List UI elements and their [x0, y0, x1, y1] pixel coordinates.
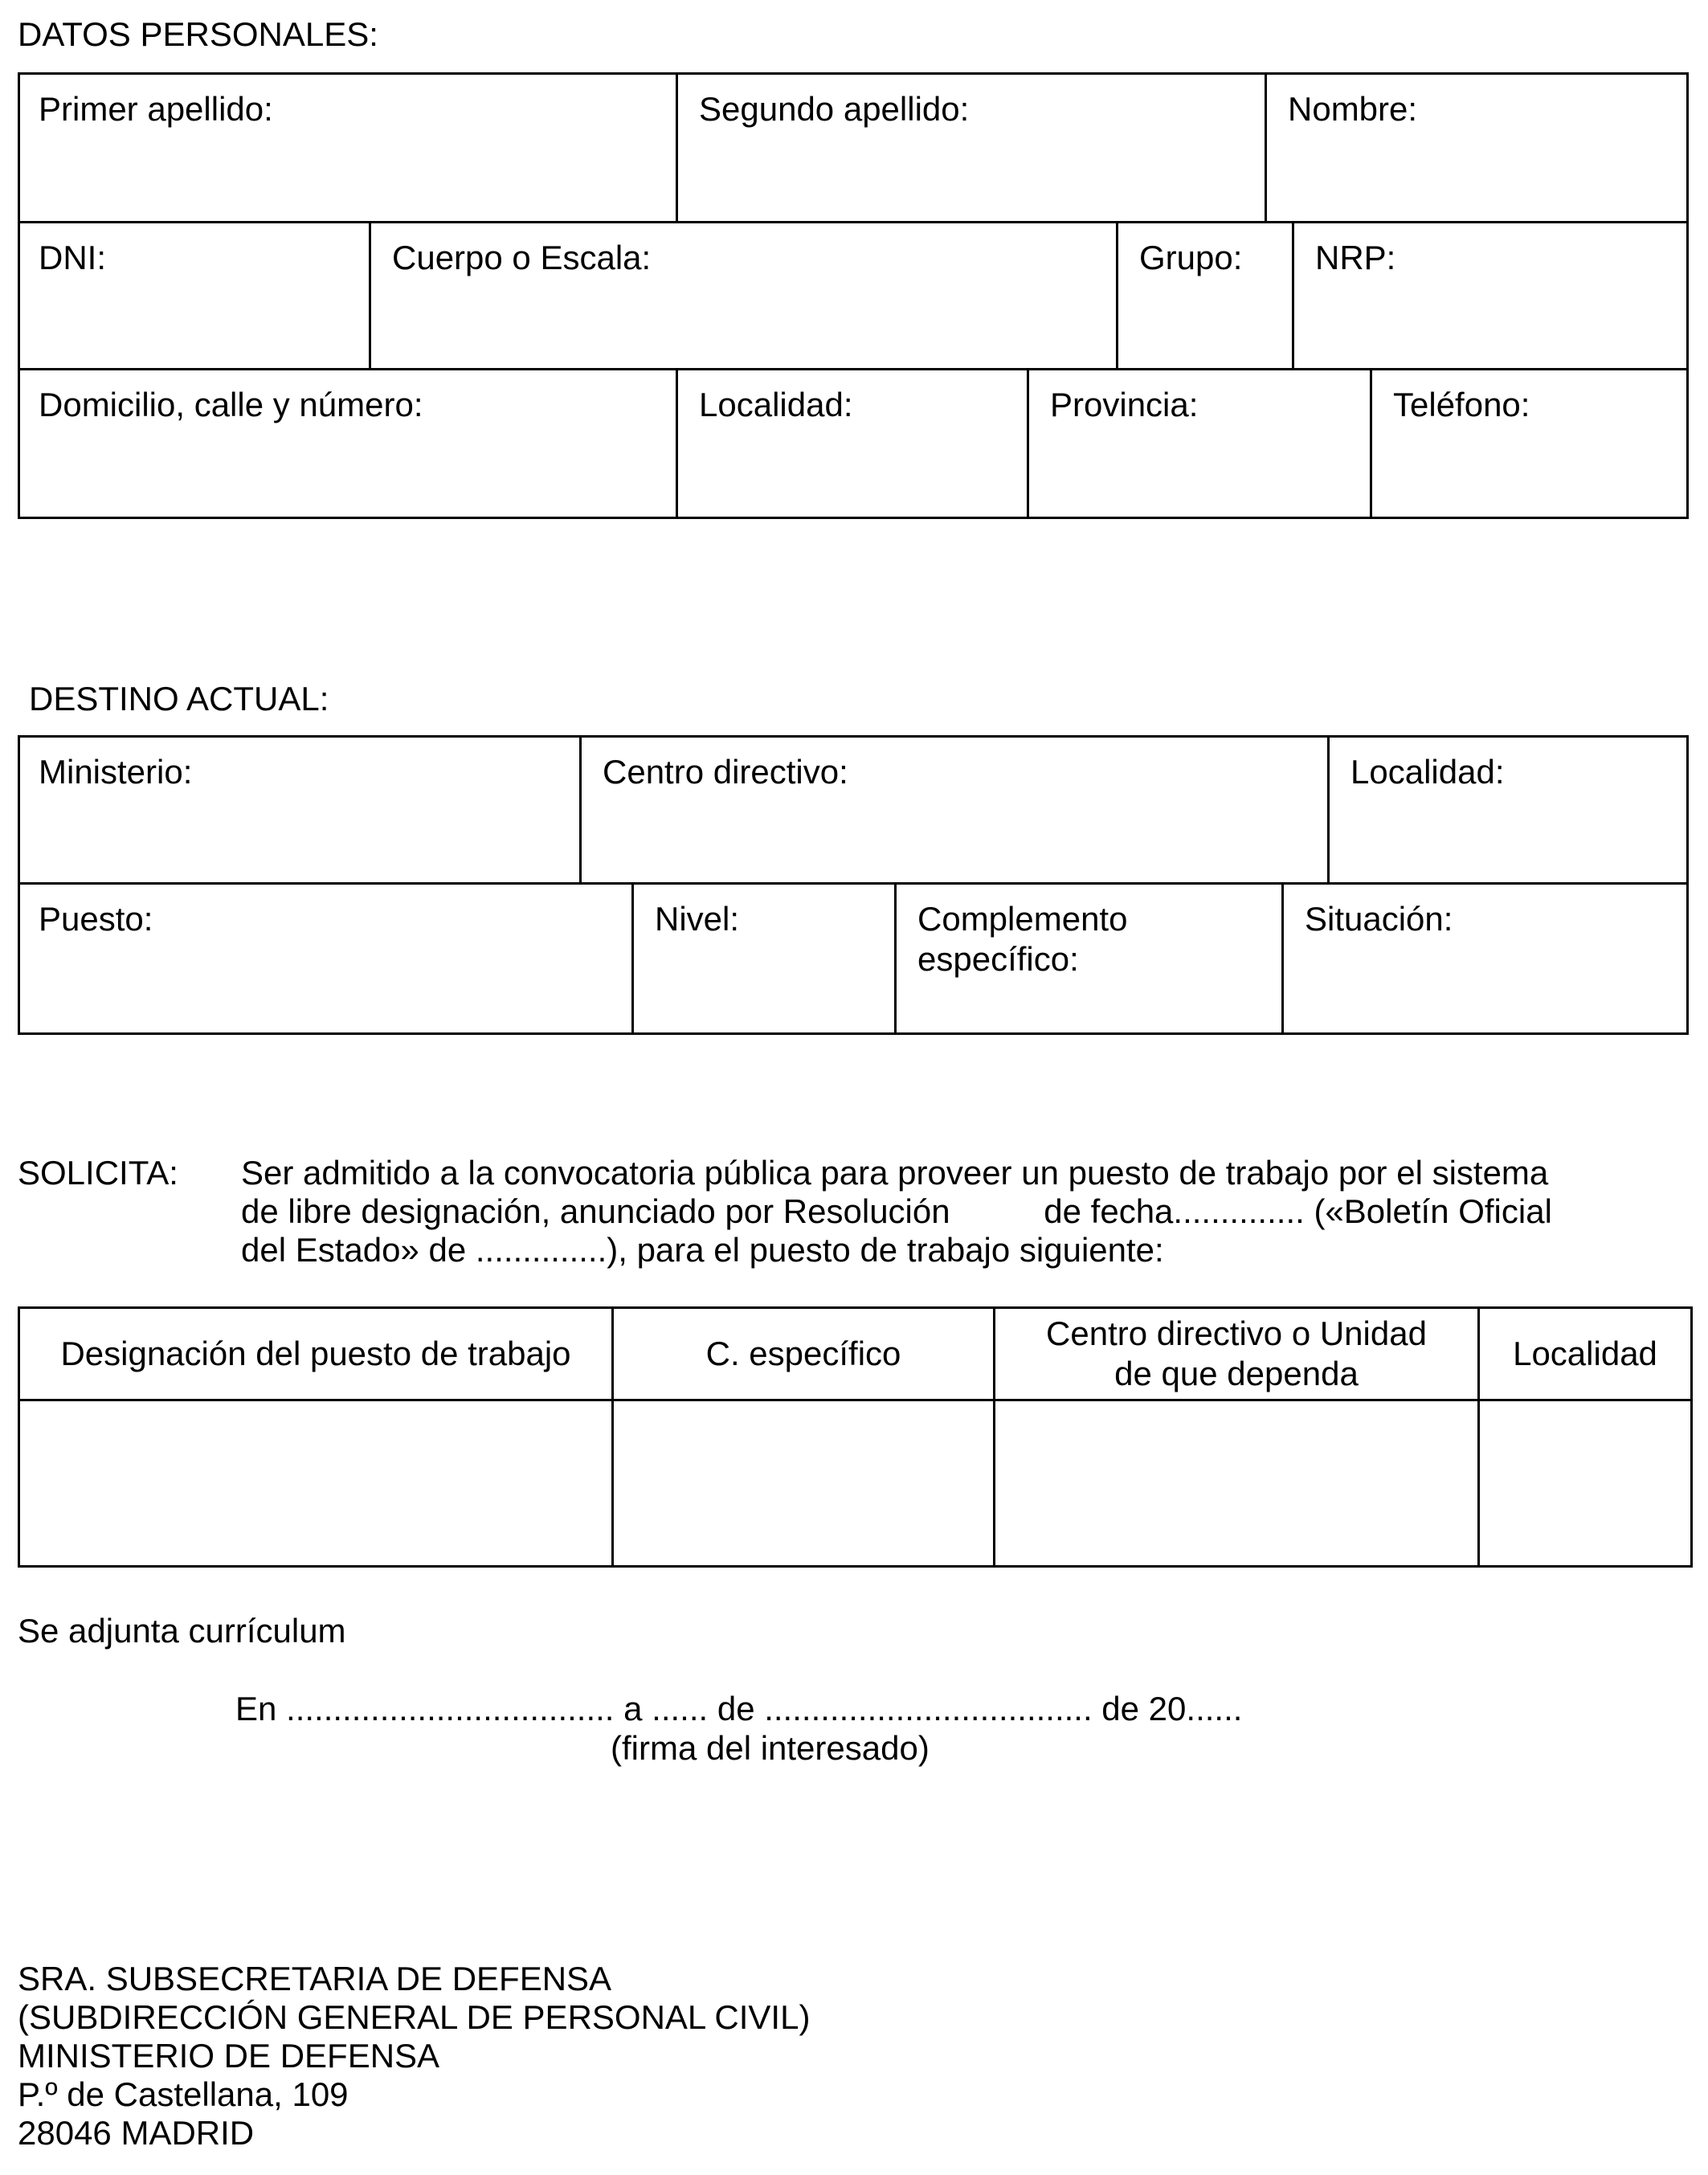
field-localidad-destino[interactable] — [1330, 738, 1689, 882]
field-label: Complemento específico: — [917, 900, 1128, 979]
field-label: Segundo apellido: — [699, 90, 970, 128]
field-label: DNI: — [39, 239, 106, 276]
column-header-c-especifico: C. específico — [613, 1308, 995, 1400]
curriculum-note: Se adjunta currículum — [18, 1612, 346, 1650]
table-cell-centro-directivo[interactable] — [995, 1400, 1479, 1567]
field-telefono[interactable] — [1372, 370, 1689, 517]
table-row — [18, 370, 1689, 517]
field-nivel[interactable] — [634, 885, 897, 1032]
field-label: Grupo: — [1139, 239, 1243, 276]
field-label: Ministerio: — [39, 753, 193, 791]
table-cell-c-especifico[interactable] — [613, 1400, 995, 1567]
address-line: 28046 MADRID — [18, 2114, 255, 2152]
table-header-row — [19, 1308, 1692, 1400]
signature-caption: (firma del interesado) — [611, 1729, 930, 1767]
field-complemento-especifico[interactable] — [897, 885, 1284, 1032]
column-header-localidad: Localidad — [1479, 1308, 1692, 1400]
section-title-destino-actual: DESTINO ACTUAL: — [29, 680, 329, 718]
solicita-text-line: de libre designación, anunciado por Resolución de fecha.............. («Boletín Oficial — [241, 1192, 1552, 1230]
field-label: NRP: — [1315, 239, 1396, 276]
field-primer-apellido[interactable] — [18, 75, 678, 221]
field-label: Localidad: — [1350, 753, 1505, 791]
field-nombre[interactable] — [1267, 75, 1689, 221]
address-line: (SUBDIRECCIÓN GENERAL DE PERSONAL CIVIL) — [18, 1998, 811, 2036]
solicita-text-line: Ser admitido a la convocatoria pública para proveer un puesto de trabajo por el sistema — [241, 1154, 1549, 1192]
field-label: Domicilio, calle y número: — [39, 386, 423, 423]
field-label: Centro directivo: — [603, 753, 848, 791]
field-label: Primer apellido: — [39, 90, 273, 128]
table-row — [18, 885, 1689, 1032]
field-label: Cuerpo o Escala: — [392, 239, 652, 276]
date-place-line: En ................................... a ...... de ................................... de 20...... — [235, 1690, 1243, 1727]
column-header-centro-directivo: Centro directivo o Unidad de que dependa — [995, 1308, 1479, 1400]
table-row — [18, 223, 1689, 368]
field-label: Teléfono: — [1393, 386, 1530, 423]
column-header-designacion: Designación del puesto de trabajo — [19, 1308, 613, 1400]
field-dni[interactable] — [18, 223, 371, 368]
field-domicilio[interactable] — [18, 370, 678, 517]
field-label: Situación: — [1305, 900, 1453, 938]
puesto-solicitado-table — [18, 1306, 1693, 1568]
field-grupo[interactable] — [1118, 223, 1294, 368]
field-situacion[interactable] — [1284, 885, 1689, 1032]
address-line: P.º de Castellana, 109 — [18, 2075, 349, 2113]
field-nrp[interactable] — [1294, 223, 1689, 368]
table-cell-localidad[interactable] — [1479, 1400, 1692, 1567]
section-title-datos-personales: DATOS PERSONALES: — [18, 15, 378, 53]
field-ministerio[interactable] — [18, 738, 582, 882]
solicita-text-line: del Estado» de ..............), para el puesto de trabajo siguiente: — [241, 1231, 1164, 1269]
field-label: Puesto: — [39, 900, 153, 938]
field-localidad[interactable] — [678, 370, 1029, 517]
address-line: SRA. SUBSECRETARIA DE DEFENSA — [18, 1960, 612, 1997]
table-row — [18, 738, 1689, 882]
field-cuerpo-escala[interactable] — [371, 223, 1118, 368]
solicita-label: SOLICITA: — [18, 1154, 178, 1192]
recipient-address — [18, 1960, 810, 2153]
field-label: Nombre: — [1288, 90, 1418, 128]
field-segundo-apellido[interactable] — [678, 75, 1267, 221]
field-label: Nivel: — [655, 900, 740, 938]
field-provincia[interactable] — [1029, 370, 1372, 517]
field-label: Localidad: — [699, 386, 853, 423]
address-line: MINISTERIO DE DEFENSA — [18, 2037, 440, 2075]
table-cell-designacion[interactable] — [19, 1400, 613, 1567]
field-centro-directivo[interactable] — [582, 738, 1330, 882]
field-puesto[interactable] — [18, 885, 634, 1032]
table-row — [19, 1400, 1692, 1567]
field-label: Provincia: — [1050, 386, 1199, 423]
table-row — [18, 75, 1689, 221]
